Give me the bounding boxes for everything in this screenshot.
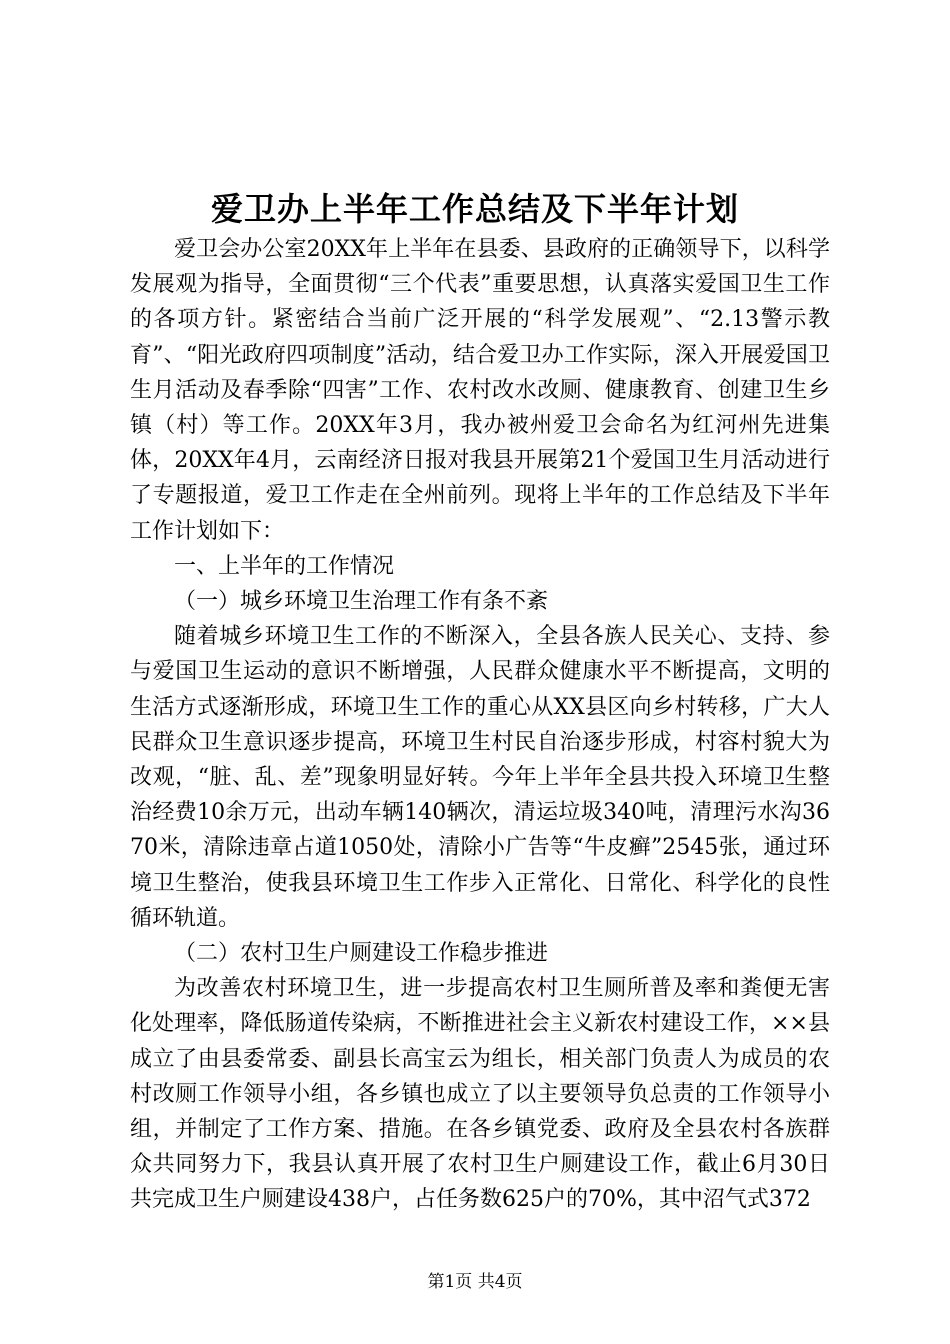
document-title: 爱卫办上半年工作总结及下半年计划 bbox=[210, 190, 739, 228]
paragraph-toilet: 为改善农村环境卫生，进一步提高农村卫生厕所普及率和粪便无害化处理率，降低肠道传染病，不断推进社会主义新农村建设工作，××县成立了由县委常委、副县长高宝云为组长，相关部门负责人为成员的农村改厕工作领导小组，各乡镇也成立了以主要领导负总责的工作领导小组，并制定了工作方案、措施。在各乡镇党委、政府及全县农村各族群众共同努力下，我县认真开展了农村卫生户厕建设工作，截止6月30日共完成卫生户厕建设438户，占任务数625户的70%，其中沼气式372 bbox=[130, 976, 830, 1213]
section-heading: 一、上半年的工作情况 bbox=[174, 553, 395, 579]
paragraph-environment: 随着城乡环境卫生工作的不断深入，全县各族人民关心、支持、参与爱国卫生运动的意识不断增强，人民群众健康水平不断提高，文明的生活方式逐渐形成，环境卫生工作的重心从XX县区向乡村转移，广大人民群众卫生意识逐步提高，环境卫生村民自治逐步形成，村容村貌大为改观，“脏、乱、差”现象明显好转。今年上半年全县共投入环境卫生整治经费10余万元，出动车辆140辆次，清运垃圾340吨，清理污水沟3670米，清除违章占道1050处，清除小广告等“牛皮癣”2545张，通过环境卫生整治，使我县环境卫生工作步入正常化、日常化、科学化的良性循环轨道。 bbox=[130, 624, 830, 931]
subsection-heading: （二）农村卫生户厕建设工作稳步推进 bbox=[174, 941, 549, 967]
page-footer: 第1页 共4页 bbox=[427, 1272, 523, 1292]
paragraph-intro: 爱卫会办公室20XX年上半年在县委、县政府的正确领导下，以科学发展观为指导，全面贯彻“三个代表”重要思想，认真落实爱国卫生工作的各项方针。紧密结合当前广泛开展的“科学发展观”、“2.13警示教育”、“阳光政府四项制度”活动，结合爱卫办工作实际，深入开展爱国卫生月活动及春季除“四害”工作、农村改水改厕、健康教育、创建卫生乡镇（村）等工作。20XX年3月，我办被州爱卫会命名为红河州先进集体，20XX年4月，云南经济日报对我县开展第21个爱国卫生月活动进行了专题报道，爱卫工作走在全州前列。现将上半年的工作总结及下半年工作计划如下： bbox=[130, 237, 830, 544]
document-body bbox=[130, 232, 830, 1218]
subsection-heading: （一）城乡环境卫生治理工作有条不紊 bbox=[174, 589, 549, 615]
